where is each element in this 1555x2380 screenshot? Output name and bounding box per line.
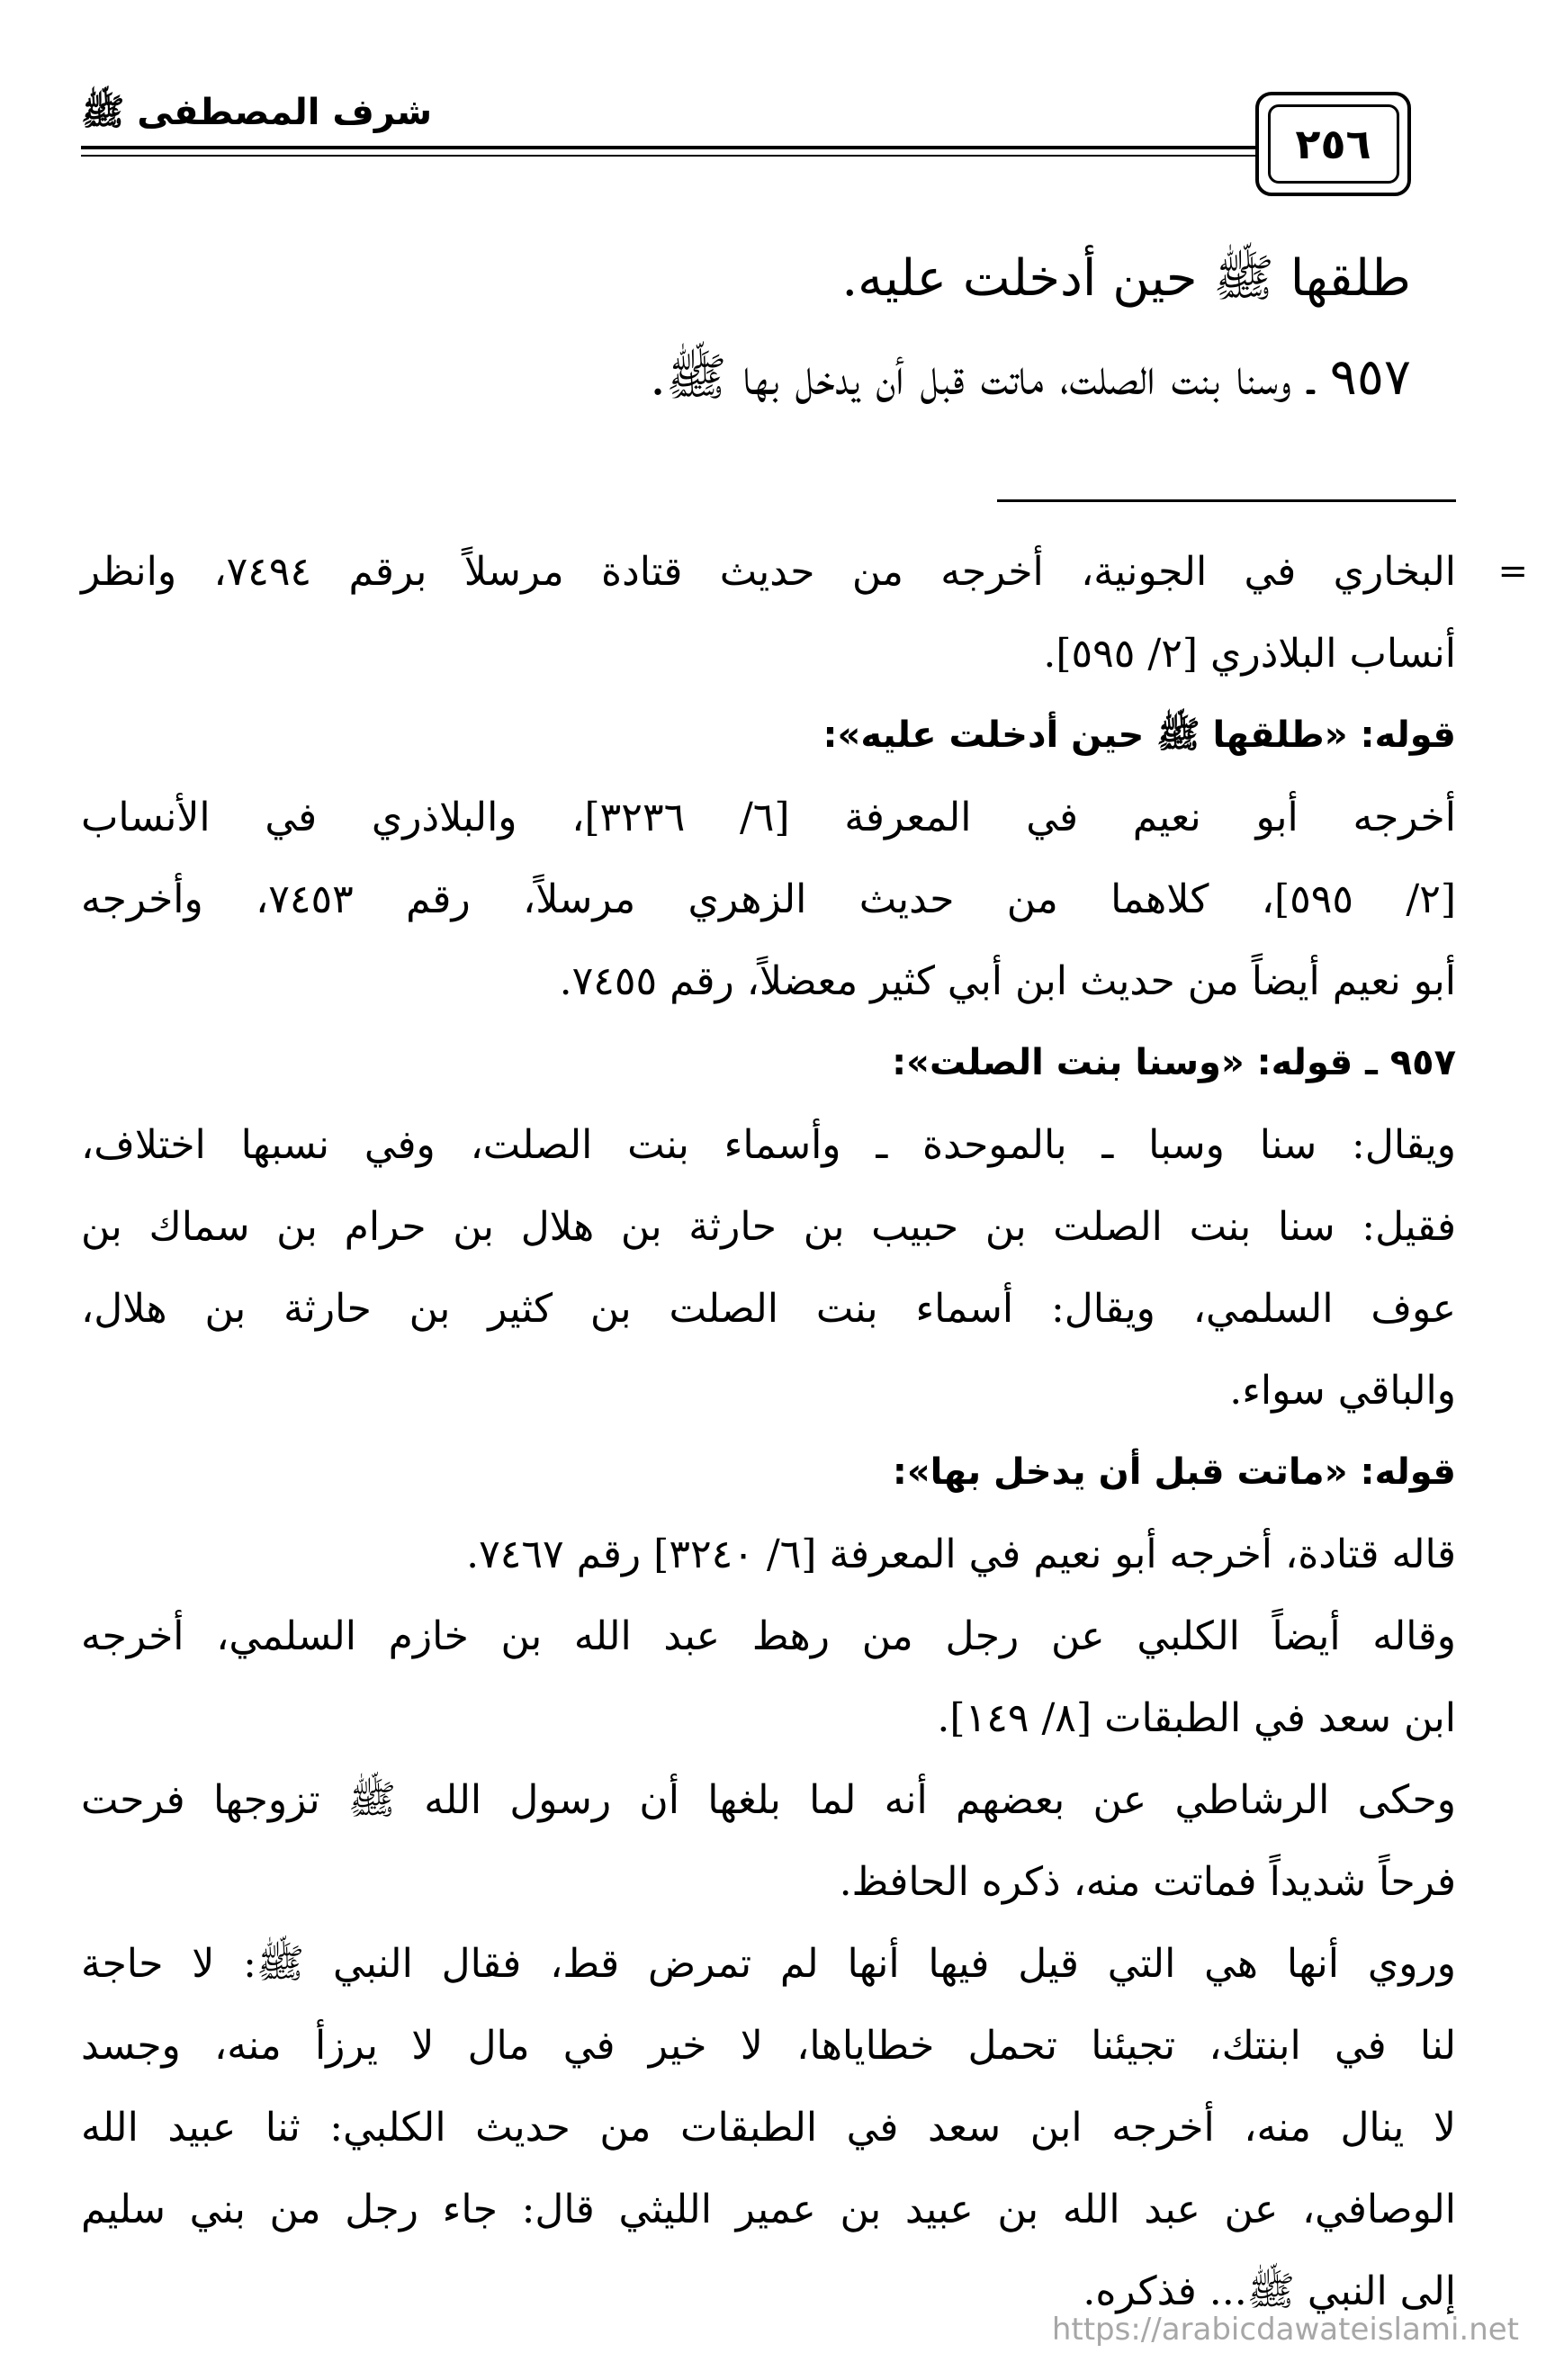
note-line: وروي أنها هي التي قيل فيها أنها لم تمرض قط، فقال النبي ﷺ: لا حاجة bbox=[81, 1941, 1456, 1987]
note-line: فقيل: سنا بنت الصلت بن حبيب بن حارثة بن هلال بن حرام بن سماك بن bbox=[81, 1204, 1456, 1250]
note-line: لنا في ابنتك، تجيئنا تحمل خطاياها، لا خير في مال لا يرزأ منه، وجسد bbox=[81, 2023, 1456, 2069]
header-rule-thin bbox=[81, 155, 1384, 157]
note-line: وقاله أيضاً الكلبي عن رجل من رهط عبد الله بن خازم السلمي، أخرجه bbox=[81, 1613, 1456, 1659]
note-line: ويقال: سنا وسبا ـ بالموحدة ـ وأسماء بنت الصلت، وفي نسبها اختلاف، bbox=[81, 1122, 1456, 1168]
page-number-frame bbox=[1255, 92, 1411, 196]
main-text bbox=[90, 229, 1411, 427]
note-line: عوف السلمي، ويقال: أسماء بنت الصلت بن كثير بن حارثة بن هلال، bbox=[81, 1286, 1456, 1332]
header-rule bbox=[81, 146, 1384, 149]
note-line: الوصافي، عن عبد الله بن عبيد بن عمير الليثي قال: جاء رجل من بني سليم bbox=[81, 2187, 1456, 2232]
note-line: إلى النبي ﷺ... فذكره. bbox=[1083, 2268, 1456, 2314]
note-line: أخرجه أبو نعيم في المعرفة [٦/ ٣٢٣٦]، والبلاذري في الأنساب bbox=[81, 795, 1456, 840]
note-heading: قوله: «طلقها ﷺ حين أدخلت عليه»: bbox=[822, 714, 1456, 756]
main-line: ٩٥٧ ـ وسنا بنت الصلت، ماتت قبل أن يدخل بها ﷺ. bbox=[650, 348, 1411, 407]
note-heading: قوله: «ماتت قبل أن يدخل بها»: bbox=[892, 1451, 1456, 1493]
note-line: فرحاً شديداً فماتت منه، ذكره الحافظ. bbox=[839, 1859, 1456, 1905]
note-line: [٢/ ٥٩٥]، كلاهما من حديث الزهري مرسلاً، رقم ٧٤٥٣، وأخرجه bbox=[81, 876, 1456, 922]
note-heading: ٩٥٧ ـ قوله: «وسنا بنت الصلت»: bbox=[892, 1042, 1456, 1083]
page-number: ٢٥٦ bbox=[1268, 104, 1399, 184]
note-line: البخاري في الجونية، أخرجه من حديث قتادة مرسلاً برقم ٧٤٩٤، وانظر bbox=[81, 549, 1456, 595]
page-header bbox=[81, 72, 1465, 198]
watermark: https://arabicdawateislami.net bbox=[1051, 2312, 1519, 2348]
note-line: والباقي سواء. bbox=[1229, 1368, 1456, 1414]
note-line: لا ينال منه، أخرجه ابن سعد في الطبقات من حديث الكلبي: ثنا عبيد الله bbox=[81, 2105, 1456, 2151]
continuation-mark: = bbox=[1497, 551, 1528, 592]
note-line: أنساب البلاذري [٢/ ٥٩٥]. bbox=[1043, 631, 1456, 677]
note-line: ابن سعد في الطبقات [٨/ ١٤٩]. bbox=[937, 1695, 1456, 1741]
running-title: شرف المصطفى ﷺ bbox=[81, 92, 433, 133]
note-line: قاله قتادة، أخرجه أبو نعيم في المعرفة [٦/ ٣٢٤٠] رقم ٧٤٦٧. bbox=[466, 1531, 1456, 1577]
main-line: طلقها ﷺ حين أدخلت عليه. bbox=[841, 249, 1411, 308]
note-line: أبو نعيم أيضاً من حديث ابن أبي كثير معضلاً، رقم ٧٤٥٥. bbox=[559, 958, 1456, 1004]
footnote-separator bbox=[997, 499, 1456, 502]
note-line: وحكى الرشاطي عن بعضهم أنه لما بلغها أن رسول الله ﷺ تزوجها فرحت bbox=[81, 1777, 1456, 1823]
